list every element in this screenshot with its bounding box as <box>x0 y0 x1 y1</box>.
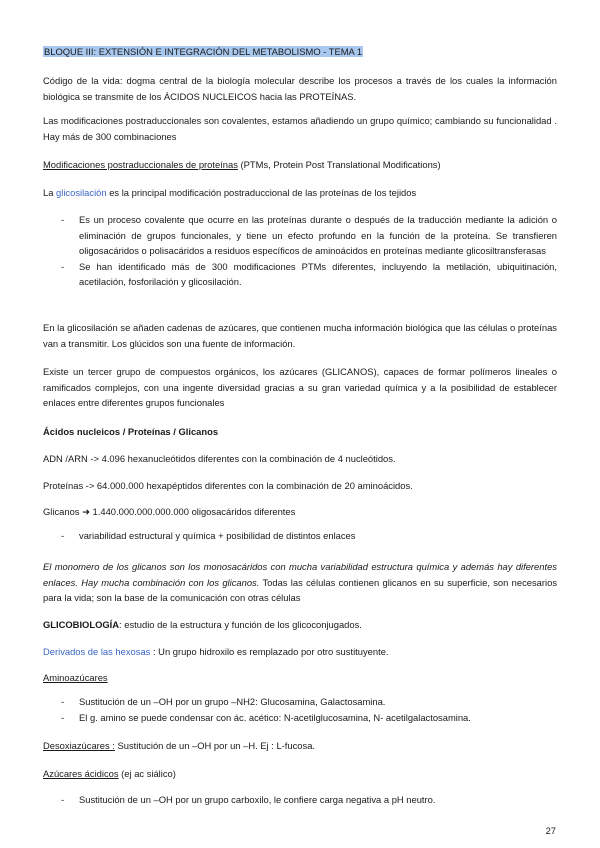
azucares-acidicos-suffix: (ej ac siálico) <box>118 768 176 779</box>
bullet-marker: - <box>61 530 65 541</box>
bullet-marker: - <box>61 711 65 723</box>
heading-acidos-proteinas-glicanos: Ácidos nucleicos / Proteínas / Glicanos <box>43 426 219 437</box>
celulas-text: Todas las células contienen glicanos en su superficie, son necesarios para la vida; son la base de la comunicación con otras células <box>43 576 558 603</box>
desoxiazucares-line <box>43 738 557 754</box>
line-glicanos: Glicanos ➜ 1.440.000.000.000.000 oligosacáridos diferentes <box>43 506 296 517</box>
bullet-marker: - <box>61 696 65 707</box>
glicobiologia-term: GLICOBIOLOGÍA <box>43 619 120 630</box>
list-item <box>43 259 557 290</box>
list-item <box>43 792 557 808</box>
list-item-text: El g. amino se puede condensar con ác. acético: N-acetilglucosamina, N- acetilgalactosamina. <box>79 711 471 723</box>
derivados-hexosas-link[interactable]: Derivados de las hexosas <box>43 646 151 657</box>
list-item <box>43 212 557 259</box>
paragraph-codigo-vida: Código de la vida: dogma central de la biología molecular describe los procesos a través de los cuales la información biológica se transmite de los ÁCIDOS NUCLEICOS hacia las PROTEÍNAS. <box>43 75 557 102</box>
line-adn: ADN /ARN -> 4.096 hexanucleótidos diferentes con la combinación de 4 nucleótidos. <box>43 453 396 464</box>
ptm-heading: Modificaciones postraduccionales de proteínas <box>43 159 238 170</box>
azucares-acidicos-line <box>43 766 557 782</box>
line-proteinas: Proteínas -> 64.000.000 hexapéptidos diferentes con la combinación de 20 aminoácidos. <box>43 480 413 491</box>
paragraph-monomero <box>43 559 557 606</box>
bullet-marker: - <box>61 794 65 805</box>
page-number: 27 <box>545 825 556 836</box>
list-item <box>43 710 557 726</box>
italic-monomero-text: El monomero de los glicanos son los monosacáridos con mucha variabilidad estructura química y además hay diferentes enlaces. Hay mucha combinación con los glicanos. <box>43 561 557 588</box>
glicobiologia-line <box>43 617 557 633</box>
glicosilacion-prefix: La <box>43 187 57 198</box>
title-highlight: BLOQUE III: EXTENSIÓN E INTEGRACIÓN DEL METABOLISMO - TEMA 1 <box>44 46 363 57</box>
list-item <box>43 528 557 544</box>
list-item <box>43 694 557 710</box>
list-item-text: Se han identificado más de 300 modificaciones PTMs diferentes, incluyendo la metilación, ubiquitinación, acetilación, fosforilación y glicosilación. <box>79 260 557 287</box>
azucares-acidicos-heading: Azúcares ácidicos <box>43 768 119 779</box>
glicobiologia-definition: : estudio de la estructura y función de los glicoconjugados. <box>119 619 362 630</box>
derivados-line <box>43 644 557 660</box>
ptm-heading-line <box>43 157 557 173</box>
azucares-acidicos-list <box>43 792 557 808</box>
paragraph-glicosilacion-azucares: En la glicosilación se añaden cadenas de azúcares, que contienen mucha información biológica que las células o proteínas van a transmitir. Los glúcidos son una fuente de información. <box>43 322 557 349</box>
list-item-text: variabilidad estructural y química + posibilidad de distintos enlaces <box>79 530 356 541</box>
glicosilacion-suffix: es la principal modificación postraduccional de las proteínas de los tejidos <box>106 187 417 198</box>
ptm-heading-suffix: (PTMs, Protein Post Translational Modifications) <box>237 159 441 170</box>
ptm-bullet-list <box>43 212 557 290</box>
bullet-marker: - <box>61 260 65 272</box>
glicosilacion-line <box>43 185 557 201</box>
bullet-marker: - <box>61 214 65 225</box>
paragraph-tercer-grupo: Existe un tercer grupo de compuestos orgánicos, los azúcares (GLICANOS), capaces de formar polímeros lineales o ramificados complejos, con una ingente diversidad gracias a su gran variedad química y a la posibilidad de establecer enlaces entre diferentes grupos funcionales <box>43 366 557 408</box>
desoxiazucares-definition: Sustitución de un –OH por un –H. Ej : L-fucosa. <box>114 740 316 751</box>
aminoazucares-list <box>43 694 557 725</box>
section-title <box>43 44 557 60</box>
list-item-text: Sustitución de un –OH por un grupo carboxilo, le confiere carga negativa a pH neutro. <box>79 794 436 805</box>
aminoazucares-heading: Aminoazúcares <box>43 672 108 683</box>
glicosilacion-link[interactable]: glicosilación <box>56 187 107 198</box>
list-item-text: Sustitución de un –OH por un grupo –NH2: Glucosamina, Galactosamina. <box>79 696 386 707</box>
list-item-text: Es un proceso covalente que ocurre en las proteínas durante o después de la traducción mediante la adición o eliminación de grupos funcionales, y tiene un efecto profundo en la función de la proteína. Se transfieren oligosacáridos o polisacáridos a residuos específicos de aminoácidos en proteínas mediante glicosiltransferasas <box>79 214 557 256</box>
derivados-definition: : Un grupo hidroxilo es remplazado por otro sustituyente. <box>150 646 389 657</box>
desoxiazucares-heading: Desoxiazúcares : <box>43 740 115 751</box>
paragraph-modificaciones: Las modificaciones postraduccionales son covalentes, estamos añadiendo un grupo químico; cambiando su funcionalidad . Hay más de 300 combinaciones <box>43 115 557 142</box>
variabilidad-list <box>43 528 557 544</box>
